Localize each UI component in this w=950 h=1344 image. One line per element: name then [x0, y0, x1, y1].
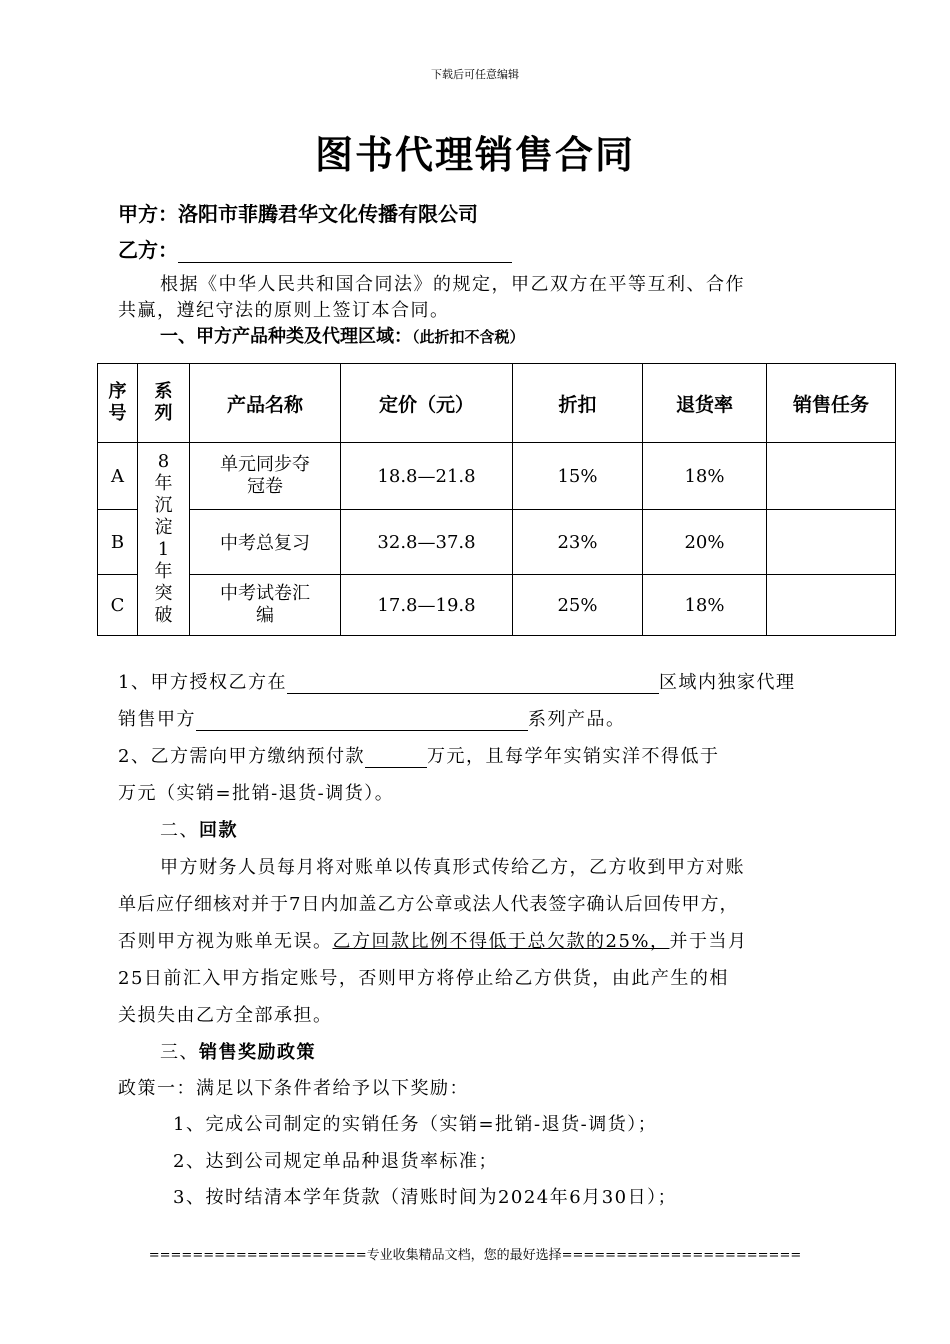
policy1-item-1: 1、完成公司制定的实销任务（实销=批销-退货-调货）； — [173, 1114, 658, 1135]
series-cell: 8年沉淀1年突破 — [138, 443, 190, 636]
clause-2-line-2: 万元（实销=批销-退货-调货）。 — [118, 783, 395, 804]
party-b-blank[interactable] — [178, 244, 512, 263]
clause-1-line-1: 1、甲方授权乙方在 区域内独家代理 — [118, 672, 796, 693]
intro-line-2: 共赢，遵纪守法的原则上签订本合同。 — [118, 300, 450, 321]
table-row — [98, 443, 896, 510]
payment-line-4: 25日前汇入甲方指定账号，否则甲方将停止给乙方供货，由此产生的相 — [118, 968, 729, 989]
col-header-price: 定价（元） — [341, 364, 513, 443]
section3-heading: 三、销售奖励政策 — [160, 1042, 316, 1063]
table-row — [98, 510, 896, 575]
policy1-item-3: 3、按时结清本学年货款（清账时间为2024年6月30日）； — [173, 1187, 678, 1208]
row-discount: 25% — [513, 575, 643, 636]
row-discount: 23% — [513, 510, 643, 575]
row-id: C — [98, 575, 138, 636]
payment-line-3: 否则甲方视为账单无误。乙方回款比例不得低于总欠款的25%，并于当月 — [118, 931, 748, 952]
region-blank[interactable] — [287, 675, 659, 694]
section2-heading: 二、回款 — [160, 820, 238, 841]
col-header-name: 产品名称 — [190, 364, 341, 443]
payment-ratio-clause: 乙方回款比例不得低于总欠款的25%， — [332, 931, 670, 952]
row-id: B — [98, 510, 138, 575]
policy1-heading: 政策一：满足以下条件者给予以下奖励： — [118, 1078, 469, 1099]
document-title: 图书代理销售合同 — [314, 133, 635, 177]
row-task[interactable] — [767, 443, 896, 510]
row-name: 中考总复习 — [190, 510, 341, 575]
party-a-label: 甲方： — [118, 202, 178, 226]
row-task[interactable] — [767, 575, 896, 636]
row-discount: 15% — [513, 443, 643, 510]
prepayment-blank[interactable] — [365, 749, 427, 768]
section1-title: 一、甲方产品种类及代理区域： — [160, 326, 412, 347]
row-price: 32.8—37.8 — [341, 510, 513, 575]
row-return-rate: 18% — [643, 575, 767, 636]
col-header-task: 销售任务 — [767, 364, 896, 443]
payment-line-2: 单后应仔细核对并于7日内加盖乙方公章或法人代表签字确认后回传甲方， — [118, 894, 739, 915]
table-row — [98, 575, 896, 636]
row-price: 17.8—19.8 — [341, 575, 513, 636]
col-header-discount: 折扣 — [513, 364, 643, 443]
section1-heading — [160, 322, 525, 348]
party-a — [118, 198, 478, 227]
policy1-item-2: 2、达到公司规定单品种退货率标准； — [173, 1151, 498, 1172]
intro-line-1: 根据《中华人民共和国合同法》的规定，甲乙双方在平等互利、合作 — [160, 274, 745, 295]
header-note: 下载后可任意编辑 — [431, 68, 519, 81]
row-price: 18.8—21.8 — [341, 443, 513, 510]
section1-note: （此折扣不含税） — [412, 328, 525, 346]
row-name: 单元同步夺冠卷 — [190, 443, 341, 510]
payment-line-1: 甲方财务人员每月将对账单以传真形式传给乙方，乙方收到甲方对账 — [160, 857, 745, 878]
footer-banner: ====================专业收集精品文档，您的最好选择====================== — [148, 1248, 802, 1263]
row-name: 中考试卷汇编 — [190, 575, 341, 636]
table-header-row — [98, 364, 896, 443]
party-b — [118, 234, 512, 263]
clause-1-line-2: 销售甲方 系列产品。 — [118, 709, 626, 730]
col-header-return-rate: 退货率 — [643, 364, 767, 443]
row-id: A — [98, 443, 138, 510]
party-a-name: 洛阳市菲腾君华文化传播有限公司 — [178, 202, 478, 226]
payment-line-5: 关损失由乙方全部承担。 — [118, 1005, 333, 1026]
col-header-series: 系列 — [138, 364, 190, 443]
series-blank[interactable] — [196, 712, 528, 731]
clause-2-line-1: 2、乙方需向甲方缴纳预付款 万元，且每学年实销实洋不得低于 — [118, 746, 720, 767]
product-table — [97, 363, 896, 636]
row-task[interactable] — [767, 510, 896, 575]
row-return-rate: 18% — [643, 443, 767, 510]
party-b-label: 乙方： — [118, 238, 178, 262]
col-header-index: 序号 — [98, 364, 138, 443]
row-return-rate: 20% — [643, 510, 767, 575]
